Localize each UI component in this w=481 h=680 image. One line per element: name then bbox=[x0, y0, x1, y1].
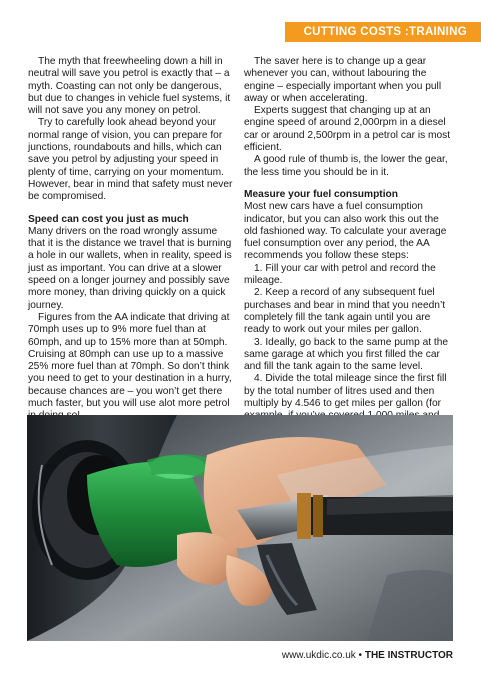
section-header: CUTTING COSTS :TRAINING bbox=[285, 22, 481, 42]
paragraph: The myth that freewheeling down a hill in neutral will save you petrol is exactly that – a myth. Coasting can not only be dangerous, but due to changes in vehicle fuel systems, it will not save you any money on petrol. bbox=[28, 56, 231, 117]
paragraph: Experts suggest that changing up at an engine speed of around 2,000rpm in a diesel car or around 2,500rpm in a petrol car is most efficient. bbox=[244, 105, 451, 154]
paragraph: A good rule of thumb is, the lower the gear, the less time you should be in it. bbox=[244, 154, 448, 178]
paragraph: 1. Fill your car with petrol and record the mileage. bbox=[244, 262, 436, 287]
paragraph: 2. Keep a record of any subsequent fuel purchases and bear in mind that you needn’t completely fill the tank again until you are ready to work out your miles per gallon. bbox=[244, 287, 446, 336]
footer-url: www.ukdic.co.uk bbox=[281, 650, 356, 661]
paragraph: Figures from the AA indicate that driving at 70mph uses up to 9% more fuel than at 60mph, and up to 15% more than at 50mph. Cruising at 80mph can use up to a massive 25% more fuel than at 70mph. So don’t think you need to get to your destination in a hurry, because chances are – you won’t get there much faster, but you will use alot more petrol bbox=[28, 311, 232, 410]
page-footer bbox=[282, 650, 453, 661]
section-heading-speed: Speed can cost you just as much bbox=[28, 213, 189, 225]
paragraph: Most new cars have a fuel consumption indicator, but you can also work this out the old fashioned way. To calculate your average fuel consumption over any period, the AA recommends you follow these steps: bbox=[244, 201, 447, 262]
section-heading-measure: Measure your fuel consumption bbox=[244, 188, 398, 200]
right-column bbox=[244, 56, 452, 447]
paragraph: Many drivers on the road wrongly assume that it is the distance we travel that is burning a hole in our wallets, when in reality, speed is just as important. You can drive at a slower speed on a longer journey and possibly save more money, than driving quickly on a quick journey. bbox=[28, 225, 232, 311]
paragraph: Try to carefully look ahead beyond your normal range of vision, you can prepare for junctions, roundabouts and hills, which can save you petrol by adjusting your speed in plenty of time, carrying on your momentum. However, bear in mind that safety must never be compromised. bbox=[28, 117, 233, 203]
footer-publication: THE INSTRUCTOR bbox=[364, 650, 453, 661]
paragraph: 3. Ideally, go back to the same pump at the same garage at which you first filled the car and fill the tank again to the same level. bbox=[244, 336, 449, 373]
paragraph: 4. Divide the total mileage since the first fill by the total number of litres used and then multiply by 4.546 to get miles per gallon (for bbox=[244, 373, 447, 410]
paragraph: The saver here is to change up a gear whenever you can, without labouring the engine – especially important when you pull away or when accelerating. bbox=[244, 56, 442, 104]
fuel-nozzle-photo bbox=[27, 415, 453, 641]
left-column bbox=[28, 56, 236, 470]
footer-separator: • bbox=[358, 650, 363, 661]
